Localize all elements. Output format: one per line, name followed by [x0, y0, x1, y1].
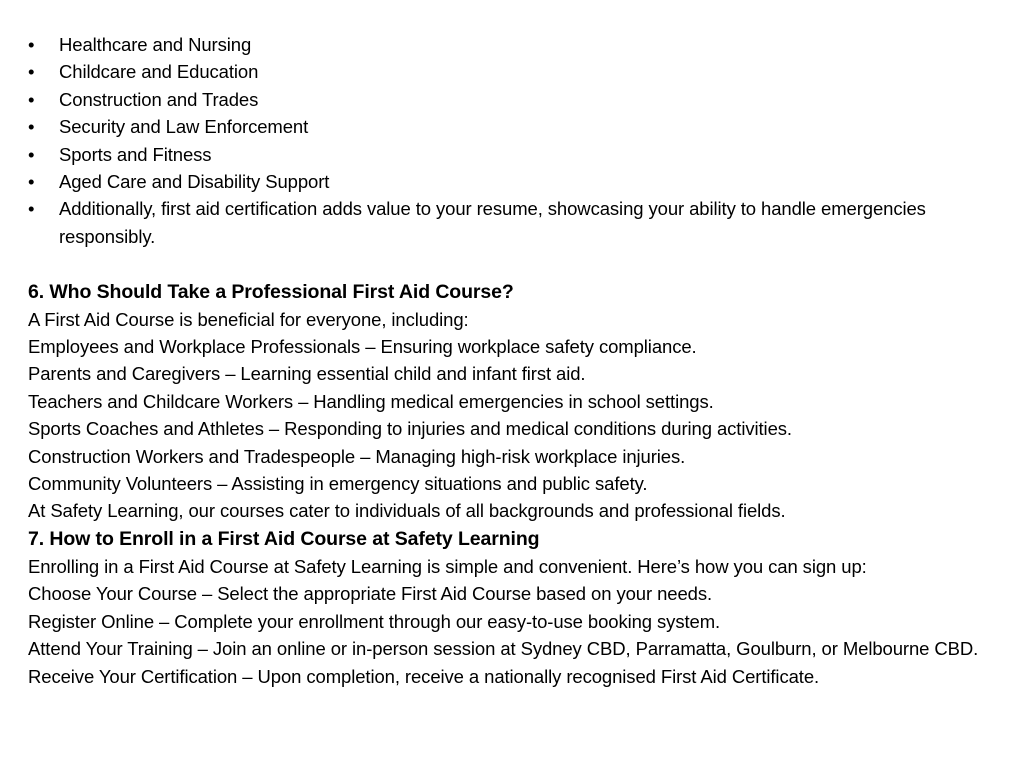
list-item-text: Childcare and Education: [59, 61, 259, 83]
section-6-line: Employees and Workplace Professionals – Ensuring workplace safety compliance.: [28, 336, 697, 358]
document-page: [28, 31, 1008, 690]
list-item-text: Sports and Fitness: [59, 143, 212, 165]
paragraph-spacer: [28, 250, 1008, 277]
bullet-icon: •: [28, 198, 35, 220]
section-7-line: Receive Your Certification – Upon completion, receive a nationally recognised First Aid Certificate.: [28, 665, 820, 687]
list-item-text: Aged Care and Disability Support: [59, 171, 330, 193]
list-item-text: Construction and Trades: [59, 88, 259, 110]
section-6-line: Community Volunteers – Assisting in emergency situations and public safety.: [28, 473, 648, 495]
bullet-icon: •: [28, 116, 35, 138]
bullet-icon: •: [28, 34, 35, 55]
list-item: [28, 141, 1008, 168]
list-item: [28, 58, 1008, 85]
list-item: [28, 113, 1008, 140]
list-item-text: Security and Law Enforcement: [59, 116, 309, 138]
section-7-intro: Enrolling in a First Aid Course at Safety Learning is simple and convenient. Here’s how you can sign up:: [28, 555, 867, 577]
bullet-icon: •: [28, 88, 35, 110]
section-6-line: Parents and Caregivers – Learning essential child and infant first aid.: [28, 363, 586, 385]
section-6-line: Sports Coaches and Athletes – Responding to injuries and medical conditions during activities.: [28, 418, 792, 440]
bullet-icon: •: [28, 61, 35, 83]
section-6-line: Construction Workers and Tradespeople – Managing high-risk workplace injuries.: [28, 445, 686, 467]
section-6-intro: A First Aid Course is beneficial for everyone, including:: [28, 308, 469, 330]
section-7-line: Register Online – Complete your enrollment through our easy-to-use booking system.: [28, 610, 721, 632]
list-item-text: Healthcare and Nursing: [59, 34, 252, 55]
industry-bullet-list: [28, 31, 1008, 250]
section-6-line: Teachers and Childcare Workers – Handling medical emergencies in school settings.: [28, 390, 714, 412]
section-7-heading: 7. How to Enroll in a First Aid Course at Safety Learning: [28, 527, 540, 550]
bullet-icon: •: [28, 171, 35, 193]
list-item: [28, 168, 1008, 195]
section-7-line: Choose Your Course – Select the appropriate First Aid Course based on your needs.: [28, 583, 713, 605]
bullet-icon: •: [28, 143, 35, 165]
list-item-text: Additionally, first aid certification adds value to your resume, showcasing your ability to handle emergencies responsibly.: [59, 198, 926, 247]
list-item: [28, 86, 1008, 113]
list-item: [28, 31, 1008, 58]
section-6-line: At Safety Learning, our courses cater to individuals of all backgrounds and professional fields.: [28, 500, 786, 522]
section-6-heading: 6. Who Should Take a Professional First Aid Course?: [28, 280, 514, 303]
section-7-line: Attend Your Training – Join an online or in-person session at Sydney CBD, Parramatta, Goulburn, or Melbourne CBD.: [28, 638, 979, 660]
list-item: [28, 195, 1008, 250]
